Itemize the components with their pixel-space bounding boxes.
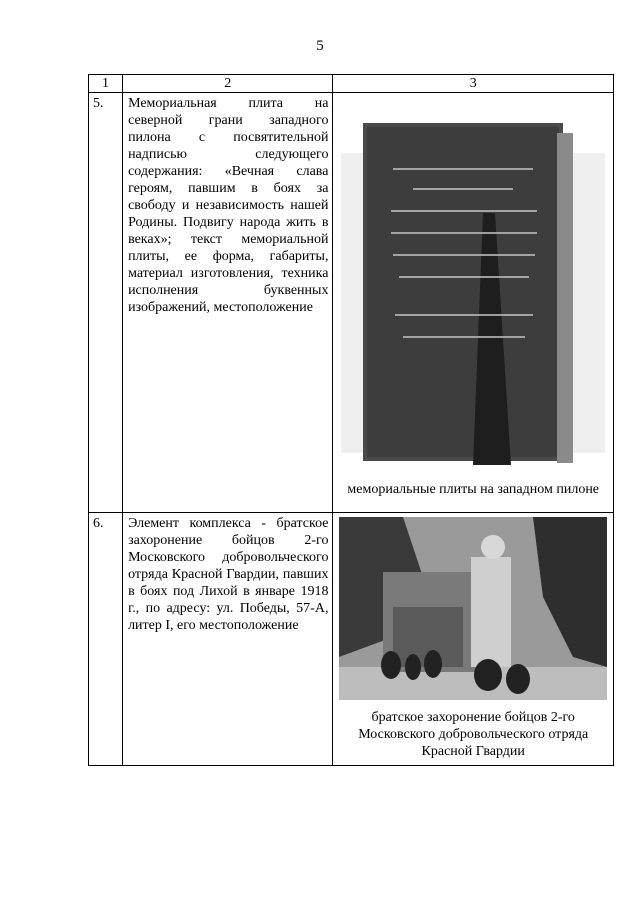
photo-caption: братское захоронение бойцов 2-го Московского добровольческого отряда Красной Гвардии <box>358 710 589 759</box>
table-row <box>89 513 614 766</box>
column-header-1: 1 <box>89 75 123 93</box>
photo-cell <box>333 513 614 766</box>
memorial-plate-photo <box>333 93 613 473</box>
row-number: 5. <box>89 93 123 513</box>
column-header-2: 2 <box>123 75 333 93</box>
photo-caption: мемориальные плиты на западном пилоне <box>347 482 600 497</box>
row-description: Мемориальная плита на северной грани западного пилона с посвятительной надписью следующего содержания: «Вечная слава героям, павшим в боях за свободу и независимость нашей Родины. Подвигу народа жить в веках»; текст мемориальной плиты, ее форма, габариты, материал изготовления, техника исполнения буквенных изображений, местоположение <box>123 93 333 513</box>
monument-table <box>88 74 614 766</box>
row-number: 6. <box>89 513 123 766</box>
column-header-3: 3 <box>333 75 614 93</box>
mass-grave-photo <box>333 517 613 702</box>
table-row <box>89 93 614 513</box>
page-number: 5 <box>316 38 324 54</box>
row-description: Элемент комплекса - братское захоронение бойцов 2-го Московского добровольческого отряда Красной Гвардии, павших в боях под Лихой в январе 1918 г., по адресу: ул. Победы, 57-А, литер I, его местоположение <box>123 513 333 766</box>
table-header-row <box>89 75 614 93</box>
photo-cell <box>333 93 614 513</box>
